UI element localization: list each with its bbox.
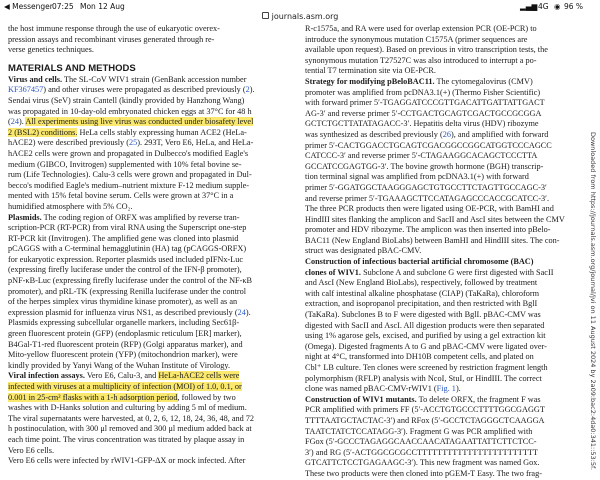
address-bar[interactable] xyxy=(0,12,600,24)
paragraph-lead: clones of WIV1. xyxy=(305,267,361,277)
text-line: Vero E6 cells. xyxy=(8,445,55,455)
text-line xyxy=(305,130,583,141)
wifi-icon: ◉ xyxy=(554,2,561,11)
text-line: verse genetics techniques. xyxy=(8,45,94,55)
text-line xyxy=(8,308,290,319)
text-line: primer 5′-CACTGGACCTGCAGTCGACGGCCGGCATGGTCCCAGCC xyxy=(305,140,552,150)
text-line xyxy=(305,268,583,279)
reference-link[interactable]: KF367457 xyxy=(8,85,44,95)
text-span: Vero E6, Calu-3, and xyxy=(84,371,159,381)
reference-link[interactable]: 26 xyxy=(442,129,451,139)
text-span: ). xyxy=(249,85,255,95)
text-line: promoter and HDV ribozyme. The amplicon was then inserted into pBelo- xyxy=(305,225,551,235)
reference-link[interactable]: Fig. 1 xyxy=(436,384,456,394)
text-line: AG-3′ and reverse primer 5′-CCTGACTGCAGTCGACTGCCGCGGA xyxy=(305,108,542,118)
text-line: pNF-κB-Luc (expressing firefly luciferase under the control of the NF-κB xyxy=(8,276,253,286)
reference-link[interactable]: 25 xyxy=(128,138,138,148)
left-column xyxy=(8,24,290,467)
text-span: ), and amplified with forward xyxy=(450,129,549,139)
lock-icon xyxy=(262,12,269,19)
text-line: Cbl⁺ LB culture. Ten clones were screened by restriction fragment length xyxy=(305,363,548,372)
paragraph-lead: Construction of infectious bacterial artificial chromosome (BAC) xyxy=(305,257,534,267)
text-line xyxy=(8,85,290,96)
text-line: The viral supernatants were harvested, at 0, 2, 6, 12, 18, 24, 36, 48, and 72 xyxy=(8,413,255,423)
text-line: (Omega). Digested fragments A to G and pBAC-CMV were ligated over- xyxy=(305,341,547,351)
battery-level: 96 % xyxy=(564,2,584,11)
text-line: with calf intestinal alkaline phosphatase (CIAP) (TaKaRa), chloroform xyxy=(305,288,540,298)
text-line: R-c1575a, and RA were used for overlap extension PCR (OE-PCR) to xyxy=(305,24,537,33)
text-line: extraction, and isopropanol precipitation, and then restricted with BglI xyxy=(305,299,538,309)
paragraph-lead: Plasmids. xyxy=(8,212,42,222)
highlighted-text: infected with viruses at a multiplicity of infection (MOI) of 1.0, 0.1, or xyxy=(8,382,242,391)
text-line: (expressing firefly luciferase under the control of the IFN-β promoter), xyxy=(8,265,242,275)
text-line: digested with SacII and AscI. All digestion products were then separated xyxy=(305,320,545,330)
text-line: synonymous mutation T27527C was also introduced to interrupt a po- xyxy=(305,55,537,65)
network-label: 4G xyxy=(538,2,549,11)
text-line: TAATCTATCTCCATAGG-3′). Fragment G was PCR amplified with xyxy=(305,426,533,436)
text-line xyxy=(305,384,583,395)
text-line: HindIII sites flanking the amplicon and SacII and AscI sites between the CMV xyxy=(305,214,565,224)
text-span: The coding region of ORFX was amplified by reverse tran- xyxy=(41,212,240,222)
text-line: Plasmids expressing subcellular organelle markers, including Sec61β- xyxy=(8,318,240,328)
status-date: Mon 12 Aug xyxy=(80,2,125,11)
reference-link[interactable]: 24 xyxy=(10,117,19,127)
text-line: (TaKaRa). Subclones B to F were digested with BglI. pBAC-CMV was xyxy=(305,310,541,320)
text-line: washes with D-Hanks solution and culturing by adding 5 ml of medium. xyxy=(8,403,247,413)
text-line: 3′) and RG (5′-ACTGGCGCGCCTTTTTTTTTTTTTTTTTTTTTTTT xyxy=(305,447,538,457)
text-line: PCR amplified with primers FF (5′-ACCTGTGCCCTTTTGGCGAGGT xyxy=(305,405,545,415)
text-line: with forward primer 5′-TGAGGATCCCGTTGACATTGATTATTGACT xyxy=(305,98,545,108)
reference-link[interactable]: 24 xyxy=(237,307,246,317)
highlighted-text: All experiments using live virus was conducted under biosafety level xyxy=(25,117,254,127)
text-span: The SL-CoV WIV1 strain (GenBank accession number xyxy=(62,74,247,84)
text-span: was synthesized as described previously ( xyxy=(305,129,443,139)
text-span: ). xyxy=(455,384,461,394)
text-span: ). 293T, Vero E6, HeLa, and HeLa- xyxy=(137,138,254,148)
text-line: promoter), and pRL-TK (expressing Renilla luciferase under the control xyxy=(8,286,247,296)
text-span: ( xyxy=(8,117,11,127)
text-line: humidified atmosphere with 5% CO₂. xyxy=(8,201,133,211)
text-span: hACE2) were described previously ( xyxy=(8,138,129,148)
text-line xyxy=(8,128,290,139)
text-span: ) and other viruses were propagated as described previously ( xyxy=(43,85,246,95)
text-line xyxy=(305,257,583,268)
status-time: 07:25 xyxy=(52,2,74,11)
text-span: ). xyxy=(245,307,251,317)
text-line xyxy=(305,395,583,406)
text-line: TTTTAATGCTACTAC-3′) and RFox (5′-GCCTCTAGGGCTCAAGGA xyxy=(305,415,545,425)
text-line: for eukaryotic expression. Reporter plasmids used included pIFNx-Luc xyxy=(8,254,244,264)
text-line: each time point. The virus concentration was titrated by plaque assay in xyxy=(8,434,245,444)
highlighted-text: 2 (BSL2) conditions. xyxy=(8,127,78,137)
text-line xyxy=(8,75,290,86)
text-line: available upon request). Based on previous in vitro transcription tests, the xyxy=(305,45,548,55)
text-line: tion terminal signal was amplified from pcDNA3.1(+) with forward xyxy=(305,172,529,182)
text-line: Sendai virus (SeV) strain Cantell (kindly provided by Hanzhong Wang) xyxy=(8,95,245,105)
text-line: of the herpes simplex virus thymidine kinase promoter), as well as an xyxy=(8,297,238,307)
paragraph-lead: Viral infection assays. xyxy=(8,371,85,381)
paragraph-lead: Strategy for modifying pBeloBAC11. xyxy=(305,76,435,86)
text-line: CATCCC-3′ and reverse primer 5′-CTAGAAGGCACAGCTCCCTTA xyxy=(305,151,538,161)
section-heading: MATERIALS AND METHODS xyxy=(8,62,136,74)
highlighted-text: 0.001 in 25-cm² flasks with a 1-h adsorption period xyxy=(8,392,178,402)
url-text: journals.asm.org xyxy=(271,12,339,21)
text-span: The cytomegalovirus (CMV) xyxy=(434,76,533,86)
text-line: struct was designated pBAC-CMV. xyxy=(305,246,422,256)
text-line: FGox (5′-GCCCTAGAGGCAACCAACATAGAATTATTCTTCTCC- xyxy=(305,437,537,447)
paragraph-lead: Construction of WIV1 mutants. xyxy=(305,394,417,404)
text-span: To delete ORFX, the fragment F was xyxy=(416,394,541,404)
text-line: B4Gal-T1-red fluorescent protein (RFP) (Golgi apparatus marker), and xyxy=(8,339,243,349)
highlighted-text: HeLa-hACE2 cells were xyxy=(158,371,240,381)
text-line: and reverse primer 5′-TGAAAGCTTCCATAGAGCCCACCGCATCC-3′. xyxy=(305,193,550,203)
text-line xyxy=(8,393,290,404)
text-span: expression plasmid for influenza virus NS1, as described previously ( xyxy=(8,307,238,317)
text-line xyxy=(8,213,290,224)
text-line: introduce the synonymous mutation C1575A (primer sequences are xyxy=(305,34,528,44)
text-line: polymorphism (RFLP) analysis with NcoI, StuI, or HindIII. The correct xyxy=(305,373,542,383)
article-page[interactable] xyxy=(0,24,600,478)
text-line: GCCATCCGAGTGG-3′. The bovine growth hormone (BGH) transcrip- xyxy=(305,161,544,171)
right-column xyxy=(305,24,583,480)
text-line: h postinoculation, with 300 μl removed and 300 μl medium added back at xyxy=(8,424,252,434)
text-line xyxy=(8,382,290,393)
text-line: kindly provided by Yanyi Wang of the Wuhan Institute of Virology. xyxy=(8,360,231,370)
back-to-app-link[interactable]: ◀ Messenger xyxy=(4,2,53,11)
text-span: , followed by two xyxy=(177,392,236,402)
text-line: rum (Life Technologies). Calu-3 cells were grown and propagated in Dul- xyxy=(8,170,252,180)
text-span: HeLa cells stably expressing human ACE2 (HeLa- xyxy=(77,127,247,137)
download-watermark: Downloaded from https://journals.asm.org/journal/jvi on 11 August 2024 by 2a09:bac2:4da0:341::53:5f. xyxy=(589,132,597,470)
text-line: using 1% agarose gels, excised, and purified by using a gel extraction kit xyxy=(305,331,546,341)
paragraph-lead: Virus and cells. xyxy=(8,74,63,84)
text-line xyxy=(8,138,290,149)
text-line: mented with 15% fetal bovine serum. Cells were grown at 37°C in a xyxy=(8,191,234,201)
text-line: Vero E6 cells were infected by rWIV1-GFP-ΔX or mock infected. After xyxy=(8,456,246,466)
text-line: was propagated in 10-day-old embryonated chicken eggs at 37°C for 48 h xyxy=(8,106,252,116)
text-line: The three PCR products then were ligated using OE-PCR, with BamHI and xyxy=(305,204,554,214)
text-line: becco's modified Eagle's medium–nutrient mixture F-12 medium supple- xyxy=(8,180,250,190)
text-line: tential T7 termination site via OE-PCR. xyxy=(305,66,436,76)
text-line: BAC11 (New England BioLabs) between BamHI and HindIII sites. The con- xyxy=(305,235,560,245)
text-line: pression assays and recombinant viruses generated through re- xyxy=(8,34,215,44)
text-line: GCTCTGCTTATATAGACC-3′. Hepatitis delta virus (HDV) ribozyme xyxy=(305,119,539,129)
text-line: night at 4°C, transformed into DH10B competent cells, and plated on xyxy=(305,352,534,362)
text-line: the host immune response through the use of eukaryotic overex- xyxy=(8,24,220,33)
reference-link[interactable]: 2 xyxy=(245,85,250,95)
text-span: ). xyxy=(19,117,26,127)
text-line: Mito-yellow fluorescent protein (YFP) (mitochondrion marker), were xyxy=(8,350,238,360)
text-line: green fluorescent protein (GFP) (endoplasmic reticulum [ER] marker), xyxy=(8,329,242,339)
text-line xyxy=(8,371,290,382)
text-line: medium (GIBCO, Invitrogen) supplemented with 10% fetal bovine se- xyxy=(8,159,242,169)
text-line xyxy=(305,77,583,88)
signal-icon: ▂▄▆ xyxy=(520,2,538,11)
spacer xyxy=(8,56,290,61)
text-line xyxy=(8,117,290,128)
text-line: promoter was amplified from pcDNA3.1(+) (Thermo Fisher Scientific) xyxy=(305,87,541,97)
text-span: clone was named pBAC-CMV-rWIV1 ( xyxy=(305,384,437,394)
text-line: primer 5′-GGATGGCTAAGGGAGCTGTGCCTTCTAGTTGCCAGC-3′ xyxy=(305,182,547,192)
text-line: scription-PCR (RT-PCR) from viral RNA using the Superscript one-step xyxy=(8,223,247,233)
text-line: These two products were then cloned into pGEM-T Easy. The two frag- xyxy=(305,468,542,478)
text-line: pCAGGS with a C-terminal hemagglutinin (HA) tag (pCAGGS-ORFX) xyxy=(8,244,247,254)
text-span: Subclone A and subclone G were first digested with SacII xyxy=(361,267,554,277)
text-line: RT-PCR kit (Invitrogen). The amplified gene was cloned into plasmid xyxy=(8,233,239,243)
text-line: hACE2 cells were grown and propagated in Dulbecco's modified Eagle's xyxy=(8,148,249,158)
text-line: GTCATTCTCCTGAGAAGC-3′). This new fragment was named Gox. xyxy=(305,458,540,468)
text-line: and AscI (New England BioLabs), respectively, followed by treatment xyxy=(305,278,538,288)
